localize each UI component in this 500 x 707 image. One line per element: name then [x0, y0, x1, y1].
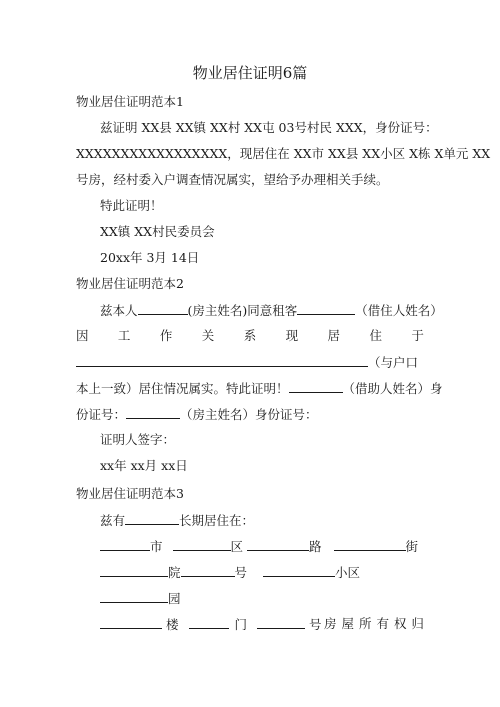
blank-line	[263, 562, 335, 577]
char: 系	[243, 328, 257, 343]
section-1-issuer: XX镇 XX村民委员会	[100, 224, 215, 239]
char: 权	[393, 616, 407, 631]
blank-line	[76, 352, 368, 367]
section-1-para-line-3: 号房，经村委入户调查情况属实，望给予办理相关手续。	[76, 172, 389, 187]
section-2-line-3	[76, 352, 424, 372]
section-1-para-line-2: XXXXXXXXXXXXXXXXX，现居住在 XX市 XX县 XX小区 X栋 X单元 XX	[76, 146, 491, 161]
text: 区	[230, 539, 244, 554]
blank-line	[100, 562, 168, 577]
blank-line	[334, 536, 406, 551]
section-3-line-2	[100, 536, 424, 556]
blank-line	[289, 378, 343, 393]
char: 作	[159, 328, 173, 343]
blank-line	[181, 562, 235, 577]
text: (房主姓名)同意租客	[187, 303, 298, 318]
text: 小区	[335, 565, 361, 580]
text: 兹本人	[100, 303, 138, 318]
text: 号	[234, 565, 248, 580]
char: 因	[76, 328, 89, 343]
blank-line	[173, 536, 231, 551]
text: 门	[234, 617, 248, 632]
section-3-line-4	[100, 588, 424, 608]
text: 兹有	[100, 513, 126, 528]
section-3-line-3	[100, 562, 424, 582]
section-2-signature: 证明人签字：	[100, 432, 176, 447]
char: 归	[411, 616, 424, 631]
text: 长期居住在：	[179, 513, 255, 528]
text: （与户口	[368, 355, 419, 370]
blank-line	[297, 300, 355, 315]
section-2-line-5	[76, 404, 424, 424]
section-1-date: 20xx年 3月 14日	[100, 250, 200, 265]
blank-line	[125, 510, 179, 525]
blank-line	[126, 404, 180, 419]
blank-line	[138, 300, 188, 315]
char: 工	[117, 328, 131, 343]
char: 房	[324, 616, 337, 631]
text: 本上一致）居住情况属实。特此证明！	[76, 381, 289, 396]
text: （房主姓名）身份证号：	[180, 407, 318, 422]
char: 屋	[341, 616, 354, 631]
blank-line	[247, 536, 309, 551]
blank-line	[100, 536, 150, 551]
char: 现	[285, 328, 299, 343]
section-1-certify: 特此证明！	[100, 198, 163, 213]
section-2-heading: 物业居住证明范本2	[76, 276, 184, 291]
blank-line	[100, 614, 162, 629]
char: 关	[201, 328, 215, 343]
char: 居	[327, 328, 341, 343]
text: 楼	[166, 617, 179, 632]
section-2-line-1	[100, 300, 443, 320]
section-2-line-2	[76, 326, 424, 346]
char: 有	[376, 616, 389, 631]
section-1-para-line-1: 兹证明 XX县 XX镇 XX村 XX屯 03号村民 XXX，身份证号：	[100, 120, 438, 135]
text: 街	[405, 539, 419, 554]
blank-line	[189, 614, 229, 629]
section-3-heading: 物业居住证明范本3	[76, 486, 184, 501]
text: （借助人姓名）身	[342, 381, 443, 396]
char: 住	[369, 328, 382, 343]
section-2-line-4	[76, 378, 443, 398]
document-title: 物业居住证明6篇	[192, 64, 308, 82]
text: 号	[309, 617, 322, 632]
char: 于	[411, 328, 424, 343]
section-3-line-1	[100, 510, 424, 530]
section-2-date: xx年 xx月 xx日	[100, 458, 188, 473]
text: 市	[150, 539, 163, 554]
blank-line	[257, 614, 305, 629]
text: 路	[309, 539, 322, 554]
text: （借住人姓名）	[355, 303, 443, 318]
section-1-heading: 物业居住证明范本1	[76, 94, 184, 109]
text: 份证号：	[76, 407, 127, 422]
blank-line	[100, 588, 168, 603]
section-3-line-5-tail	[324, 614, 424, 634]
text: 园	[168, 591, 181, 606]
char: 所	[358, 616, 372, 631]
text: 院	[168, 565, 181, 580]
